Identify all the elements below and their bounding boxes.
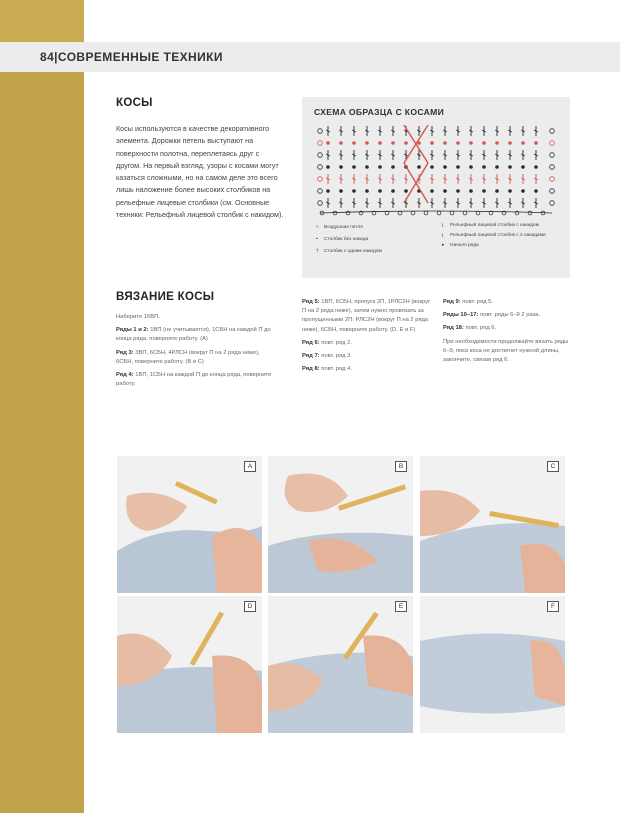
- sc-stitch: [534, 165, 538, 169]
- sc-stitch: [508, 141, 512, 145]
- chain-stitch: [550, 153, 555, 158]
- sc-stitch: [482, 165, 486, 169]
- sc-stitch: [378, 189, 382, 193]
- sc-stitch: [508, 165, 512, 169]
- sc-stitch: [339, 141, 343, 145]
- header-separator: |: [54, 50, 58, 64]
- chain-stitch: [550, 189, 555, 194]
- sc-stitch: [352, 141, 356, 145]
- row-instruction: Ряд 18: повт. ряд 6.: [443, 325, 497, 332]
- sc-stitch: [365, 189, 369, 193]
- sc-stitch: [495, 165, 499, 169]
- sc-stitch: [508, 189, 512, 193]
- header-section: СОВРЕМЕННЫЕ ТЕХНИКИ: [57, 50, 223, 64]
- chain-stitch: [550, 141, 555, 146]
- photo-label: F: [547, 601, 559, 612]
- page-number: 84: [40, 50, 55, 64]
- photo-step-e: [268, 596, 413, 733]
- row-instruction: Ряды 10–17: повт. ряды 6–9 2 раза.: [443, 312, 541, 319]
- sc-stitch: [404, 189, 408, 193]
- scheme-title: СХЕМА ОБРАЗЦА С КОСАМИ: [314, 107, 445, 117]
- sc-stitch: [430, 141, 434, 145]
- sc-stitch: [339, 189, 343, 193]
- gold-top-block: [0, 0, 84, 42]
- sc-stitch: [430, 189, 434, 193]
- braids-title: КОСЫ: [116, 97, 153, 109]
- photo-label: E: [395, 601, 407, 612]
- sc-stitch: [430, 165, 434, 169]
- sc-stitch: [391, 189, 395, 193]
- legend-right: [442, 223, 564, 249]
- crochet-chart: [316, 125, 556, 217]
- chain-stitch: [550, 165, 555, 170]
- sc-stitch: [534, 189, 538, 193]
- row-instruction: Ряд 6: повт. ряд 2.: [302, 339, 352, 346]
- scheme-panel: [302, 97, 570, 278]
- chain-stitch: [550, 177, 555, 182]
- chain-stitch: [318, 165, 323, 170]
- legend-item: ʅ Рельефный лицевой столбик с 2 накидами: [442, 233, 546, 238]
- legend-item: ʅ Рельефный лицевой столбик с накидом: [442, 223, 539, 228]
- legend-item: ○ Воздушная петля: [316, 225, 363, 230]
- sc-stitch: [443, 165, 447, 169]
- photo-step-a: [117, 456, 262, 593]
- sc-stitch: [352, 189, 356, 193]
- chain-stitch: [318, 153, 323, 158]
- sc-stitch: [378, 165, 382, 169]
- photo-step-d: [117, 596, 262, 733]
- sc-stitch: [456, 189, 460, 193]
- sc-stitch: [495, 141, 499, 145]
- knitting-title: ВЯЗАНИЕ КОСЫ: [116, 291, 215, 303]
- sc-stitch: [482, 141, 486, 145]
- sc-stitch: [365, 141, 369, 145]
- legend-item: • Столбик без накида: [316, 237, 369, 242]
- gold-side-bar: [0, 0, 84, 813]
- chain-stitch: [318, 129, 323, 134]
- chain-stitch: [550, 201, 555, 206]
- sc-stitch: [469, 141, 473, 145]
- chain-stitch: [318, 201, 323, 206]
- row-instruction: Ряды 1 и 2: 1ВП (не учитывается), 1СБН на каждой П до конца ряда, поверните работу. (А): [116, 327, 271, 343]
- sc-stitch: [391, 141, 395, 145]
- row-instruction: Ряд 3: 3ВП, 6СБН, 4РЛСН (вокруг П на 2 ряда ниже), 6СБН, поверните работу. (В и С): [116, 349, 260, 365]
- sc-stitch: [391, 165, 395, 169]
- note-text: При необходимости продолжайте вязать ряды 6–9, пока коса не достигнет нужной длины, закончите, связав ряд 6.: [443, 338, 569, 364]
- sc-stitch: [404, 141, 408, 145]
- sc-stitch: [534, 141, 538, 145]
- running-header: [40, 50, 223, 64]
- chain-stitch: [318, 189, 323, 194]
- photo-label: C: [547, 461, 559, 472]
- legend-item: † Столбик с одним накидом: [316, 249, 382, 254]
- photo-step-c: [420, 456, 565, 593]
- sc-stitch: [326, 189, 330, 193]
- row-instruction: Ряд 4: 1ВП, 1СБН на каждой П до конца ряда, поверните работу.: [116, 372, 272, 388]
- sc-stitch: [495, 189, 499, 193]
- sc-stitch: [456, 141, 460, 145]
- sc-stitch: [378, 141, 382, 145]
- legend-left: [316, 225, 436, 255]
- sc-stitch: [469, 165, 473, 169]
- sc-stitch: [365, 165, 369, 169]
- sc-stitch: [443, 141, 447, 145]
- sc-stitch: [352, 165, 356, 169]
- cast-on-text: Наберите 16ВП.: [116, 314, 160, 320]
- sc-stitch: [521, 189, 525, 193]
- photo-label: D: [244, 601, 256, 612]
- instructions-col-2: [302, 298, 432, 378]
- legend-item: ▸ Начало ряда: [442, 243, 479, 248]
- photo-label: A: [244, 461, 256, 472]
- sc-stitch: [469, 189, 473, 193]
- photo-step-b: [268, 456, 413, 593]
- sc-stitch: [339, 165, 343, 169]
- sc-stitch: [521, 141, 525, 145]
- chain-stitch: [550, 129, 555, 134]
- sc-stitch: [482, 189, 486, 193]
- row-instruction: Ряд 8: повт. ряд 4.: [302, 366, 352, 373]
- row-instruction: Ряд 7: повт. ряд 3.: [302, 353, 352, 360]
- braids-intro: Косы используются в качестве декоративного элемента. Дорожки петель выступают на поверхности полотна, переплетаясь друг с другом. На первый взгляд, узоры с косами могут казаться сложными, но на самом деле это всего лишь наложение более высоких столбиков на рельефные лицевые столбики (см. Основные техники: Рельефный лицевой столбик с накидом).: [116, 124, 284, 220]
- photo-label: B: [395, 461, 407, 472]
- chain-stitch: [318, 141, 323, 146]
- sc-stitch: [521, 165, 525, 169]
- sc-stitch: [417, 165, 421, 169]
- instructions-col-3: [443, 298, 571, 369]
- chain-stitch: [318, 177, 323, 182]
- row-instruction: Ряд 5: 1ВП, 6СБН, пропуск 2П, 1РЛС2Н (вокруг П на 2 ряда ниже), затем нужно провязать за пропущенными 2П: РЛС2Н (вокруг П на 2 ряда ниже), 6СБН, поверните работу. (D, E и F): [302, 299, 431, 333]
- sc-stitch: [456, 165, 460, 169]
- photo-step-f: [420, 596, 565, 733]
- sc-stitch: [443, 189, 447, 193]
- row-instruction: Ряд 9: повт. ряд 5.: [443, 299, 493, 305]
- instructions-col-1: [116, 313, 276, 393]
- sc-stitch: [326, 165, 330, 169]
- sc-stitch: [326, 141, 330, 145]
